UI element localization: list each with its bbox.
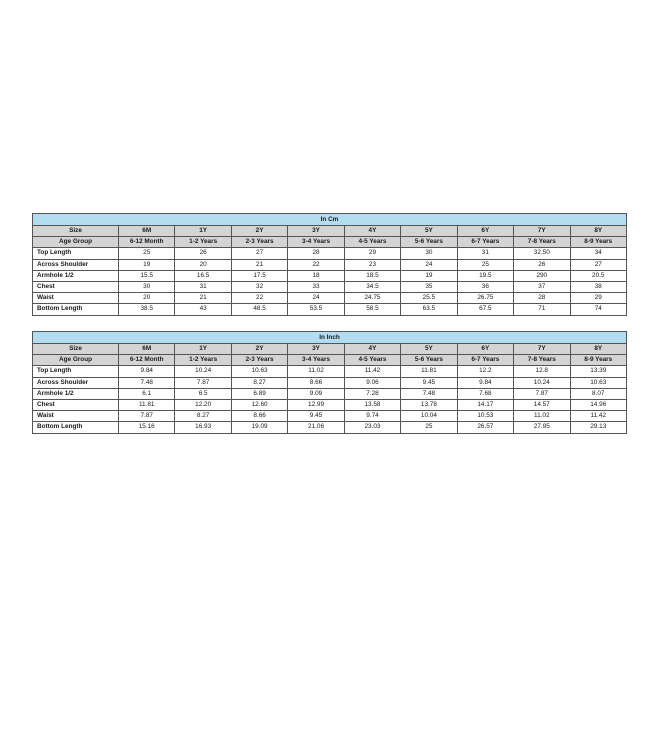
age-group-header-cell: 5-6 Years xyxy=(401,355,457,366)
measurement-value: 7.28 xyxy=(344,388,400,399)
size-header-cell: 6Y xyxy=(457,226,513,237)
size-header-cell: 3Y xyxy=(288,226,344,237)
measurement-value: 14.57 xyxy=(514,399,570,410)
measurement-value: 29 xyxy=(570,293,627,304)
measurement-value: 11.81 xyxy=(401,366,457,377)
table-row xyxy=(33,377,627,388)
measurement-value: 9.84 xyxy=(119,366,175,377)
size-header-cell: 2Y xyxy=(231,344,287,355)
measurement-value: 30 xyxy=(119,281,175,292)
measurement-value: 14.17 xyxy=(457,399,513,410)
measurement-value: 19.5 xyxy=(457,270,513,281)
measurement-value: 25.5 xyxy=(401,293,457,304)
age-group-header-cell: 5-6 Years xyxy=(401,237,457,248)
size-header-row xyxy=(33,226,627,237)
table-title: In Inch xyxy=(33,332,627,344)
measurement-value: 11.42 xyxy=(344,366,400,377)
table-title-row xyxy=(33,214,627,226)
measurement-label: Chest xyxy=(33,399,119,410)
measurement-value: 10.24 xyxy=(514,377,570,388)
size-header-cell: 1Y xyxy=(175,344,231,355)
age-group-header-cell: 8-9 Years xyxy=(570,355,627,366)
table-row xyxy=(33,270,627,281)
measurement-value: 15.5 xyxy=(119,270,175,281)
size-header-cell: 5Y xyxy=(401,344,457,355)
measurement-value: 22 xyxy=(288,259,344,270)
measurement-value: 7.87 xyxy=(119,411,175,422)
measurement-value: 12.2 xyxy=(457,366,513,377)
size-header-cell: 6Y xyxy=(457,344,513,355)
size-header-cell: 6M xyxy=(119,226,175,237)
measurement-value: 7.87 xyxy=(175,377,231,388)
age-group-header-cell: 1-2 Years xyxy=(175,355,231,366)
measurement-value: 6.1 xyxy=(119,388,175,399)
size-header-label: Size xyxy=(33,226,119,237)
age-group-header-cell: 6-12 Month xyxy=(119,237,175,248)
measurement-label: Armhole 1/2 xyxy=(33,388,119,399)
measurement-value: 33 xyxy=(288,281,344,292)
measurement-label: Bottom Length xyxy=(33,304,119,315)
measurement-value: 71 xyxy=(514,304,570,315)
table-row xyxy=(33,304,627,315)
measurement-value: 290 xyxy=(514,270,570,281)
size-header-cell: 6M xyxy=(119,344,175,355)
size-header-cell: 8Y xyxy=(570,344,627,355)
measurement-value: 24 xyxy=(401,259,457,270)
measurement-value: 10.53 xyxy=(457,411,513,422)
table-row xyxy=(33,366,627,377)
measurement-value: 13.78 xyxy=(401,399,457,410)
measurement-value: 6.89 xyxy=(231,388,287,399)
measurement-value: 19 xyxy=(119,259,175,270)
measurement-value: 19.09 xyxy=(231,422,287,433)
measurement-value: 43 xyxy=(175,304,231,315)
measurement-value: 31 xyxy=(175,281,231,292)
measurement-value: 13.58 xyxy=(344,399,400,410)
measurement-value: 10.63 xyxy=(231,366,287,377)
table-row xyxy=(33,248,627,259)
measurement-value: 7.87 xyxy=(514,388,570,399)
measurement-value: 12.60 xyxy=(231,399,287,410)
measurement-value: 25 xyxy=(457,259,513,270)
age-group-header-row xyxy=(33,355,627,366)
measurement-value: 20 xyxy=(175,259,231,270)
measurement-value: 8.66 xyxy=(288,377,344,388)
measurement-value: 21.06 xyxy=(288,422,344,433)
measurement-value: 58.5 xyxy=(344,304,400,315)
size-header-cell: 1Y xyxy=(175,226,231,237)
size-header-cell: 5Y xyxy=(401,226,457,237)
measurement-value: 12.20 xyxy=(175,399,231,410)
measurement-value: 21 xyxy=(231,259,287,270)
measurement-label: Across Shoulder xyxy=(33,259,119,270)
measurement-value: 18 xyxy=(288,270,344,281)
measurement-value: 38 xyxy=(570,281,627,292)
age-group-header-cell: 6-7 Years xyxy=(457,237,513,248)
measurement-value: 31 xyxy=(457,248,513,259)
measurement-value: 13.39 xyxy=(570,366,627,377)
measurement-label: Bottom Length xyxy=(33,422,119,433)
measurement-value: 67.5 xyxy=(457,304,513,315)
measurement-value: 26 xyxy=(514,259,570,270)
measurement-value: 48.5 xyxy=(231,304,287,315)
measurement-value: 7.48 xyxy=(119,377,175,388)
measurement-value: 63.5 xyxy=(401,304,457,315)
measurement-label: Top Length xyxy=(33,248,119,259)
measurement-value: 36 xyxy=(457,281,513,292)
measurement-value: 24.75 xyxy=(344,293,400,304)
measurement-value: 12.8 xyxy=(514,366,570,377)
measurement-value: 22 xyxy=(231,293,287,304)
size-chart-inch-table xyxy=(32,331,627,434)
measurement-value: 27 xyxy=(231,248,287,259)
age-group-header-cell: 2-3 Years xyxy=(231,237,287,248)
table-row xyxy=(33,388,627,399)
measurement-value: 11.42 xyxy=(570,411,627,422)
measurement-value: 28 xyxy=(288,248,344,259)
measurement-value: 29 xyxy=(344,248,400,259)
measurement-value: 24 xyxy=(288,293,344,304)
measurement-value: 20.5 xyxy=(570,270,627,281)
measurement-value: 11.81 xyxy=(119,399,175,410)
measurement-value: 29.13 xyxy=(570,422,627,433)
table-row xyxy=(33,281,627,292)
age-group-header-cell: 7-8 Years xyxy=(514,237,570,248)
measurement-value: 30 xyxy=(401,248,457,259)
measurement-value: 23 xyxy=(344,259,400,270)
size-header-cell: 3Y xyxy=(288,344,344,355)
measurement-value: 10.63 xyxy=(570,377,627,388)
measurement-label: Armhole 1/2 xyxy=(33,270,119,281)
measurement-value: 8.27 xyxy=(175,411,231,422)
measurement-value: 35 xyxy=(401,281,457,292)
measurement-value: 14.96 xyxy=(570,399,627,410)
table-row xyxy=(33,259,627,270)
measurement-value: 32 xyxy=(231,281,287,292)
measurement-value: 25 xyxy=(401,422,457,433)
age-group-header-cell: 3-4 Years xyxy=(288,355,344,366)
measurement-value: 12.99 xyxy=(288,399,344,410)
age-group-header-cell: 8-9 Years xyxy=(570,237,627,248)
measurement-value: 9.06 xyxy=(344,377,400,388)
measurement-value: 74 xyxy=(570,304,627,315)
measurement-value: 8.66 xyxy=(231,411,287,422)
measurement-value: 28 xyxy=(514,293,570,304)
measurement-value: 19 xyxy=(401,270,457,281)
measurement-value: 26 xyxy=(175,248,231,259)
measurement-value: 9.09 xyxy=(288,388,344,399)
measurement-value: 38.5 xyxy=(119,304,175,315)
age-group-header-row xyxy=(33,237,627,248)
measurement-value: 7.68 xyxy=(457,388,513,399)
age-group-header-cell: 1-2 Years xyxy=(175,237,231,248)
measurement-label: Top Length xyxy=(33,366,119,377)
table-row xyxy=(33,422,627,433)
measurement-value: 16.5 xyxy=(175,270,231,281)
measurement-value: 15.16 xyxy=(119,422,175,433)
measurement-value: 7.48 xyxy=(401,388,457,399)
measurement-value: 21 xyxy=(175,293,231,304)
measurement-value: 26.75 xyxy=(457,293,513,304)
size-header-label: Size xyxy=(33,344,119,355)
measurement-value: 27.95 xyxy=(514,422,570,433)
measurement-value: 27 xyxy=(570,259,627,270)
measurement-value: 37 xyxy=(514,281,570,292)
measurement-value: 10.24 xyxy=(175,366,231,377)
size-header-row xyxy=(33,344,627,355)
measurement-value: 8.27 xyxy=(231,377,287,388)
measurement-value: 16.93 xyxy=(175,422,231,433)
measurement-value: 9.45 xyxy=(288,411,344,422)
age-group-header-cell: 4-5 Years xyxy=(344,355,400,366)
size-chart-cm-table xyxy=(32,213,627,316)
measurement-value: 9.74 xyxy=(344,411,400,422)
measurement-value: 9.84 xyxy=(457,377,513,388)
measurement-value: 53.5 xyxy=(288,304,344,315)
measurement-value: 20 xyxy=(119,293,175,304)
measurement-value: 34 xyxy=(570,248,627,259)
size-header-cell: 4Y xyxy=(344,344,400,355)
measurement-value: 18.5 xyxy=(344,270,400,281)
size-header-cell: 4Y xyxy=(344,226,400,237)
age-group-header-cell: 6-12 Month xyxy=(119,355,175,366)
size-header-cell: 8Y xyxy=(570,226,627,237)
measurement-value: 11.02 xyxy=(288,366,344,377)
measurement-value: 32.50 xyxy=(514,248,570,259)
measurement-value: 34.5 xyxy=(344,281,400,292)
measurement-label: Across Shoulder xyxy=(33,377,119,388)
measurement-label: Waist xyxy=(33,411,119,422)
table-row xyxy=(33,411,627,422)
measurement-label: Chest xyxy=(33,281,119,292)
measurement-label: Waist xyxy=(33,293,119,304)
size-header-cell: 7Y xyxy=(514,344,570,355)
measurement-value: 23.03 xyxy=(344,422,400,433)
measurement-value: 17.5 xyxy=(231,270,287,281)
table-title-row xyxy=(33,332,627,344)
age-group-header-label: Age Group xyxy=(33,237,119,248)
table-row xyxy=(33,399,627,410)
age-group-header-cell: 2-3 Years xyxy=(231,355,287,366)
size-header-cell: 2Y xyxy=(231,226,287,237)
age-group-header-cell: 4-5 Years xyxy=(344,237,400,248)
size-header-cell: 7Y xyxy=(514,226,570,237)
age-group-header-cell: 6-7 Years xyxy=(457,355,513,366)
table-title: In Cm xyxy=(33,214,627,226)
measurement-value: 8.07 xyxy=(570,388,627,399)
measurement-value: 25 xyxy=(119,248,175,259)
measurement-value: 10.04 xyxy=(401,411,457,422)
table-row xyxy=(33,293,627,304)
measurement-value: 11.02 xyxy=(514,411,570,422)
measurement-value: 6.5 xyxy=(175,388,231,399)
age-group-header-cell: 3-4 Years xyxy=(288,237,344,248)
measurement-value: 26.57 xyxy=(457,422,513,433)
age-group-header-cell: 7-8 Years xyxy=(514,355,570,366)
measurement-value: 9.45 xyxy=(401,377,457,388)
age-group-header-label: Age Group xyxy=(33,355,119,366)
